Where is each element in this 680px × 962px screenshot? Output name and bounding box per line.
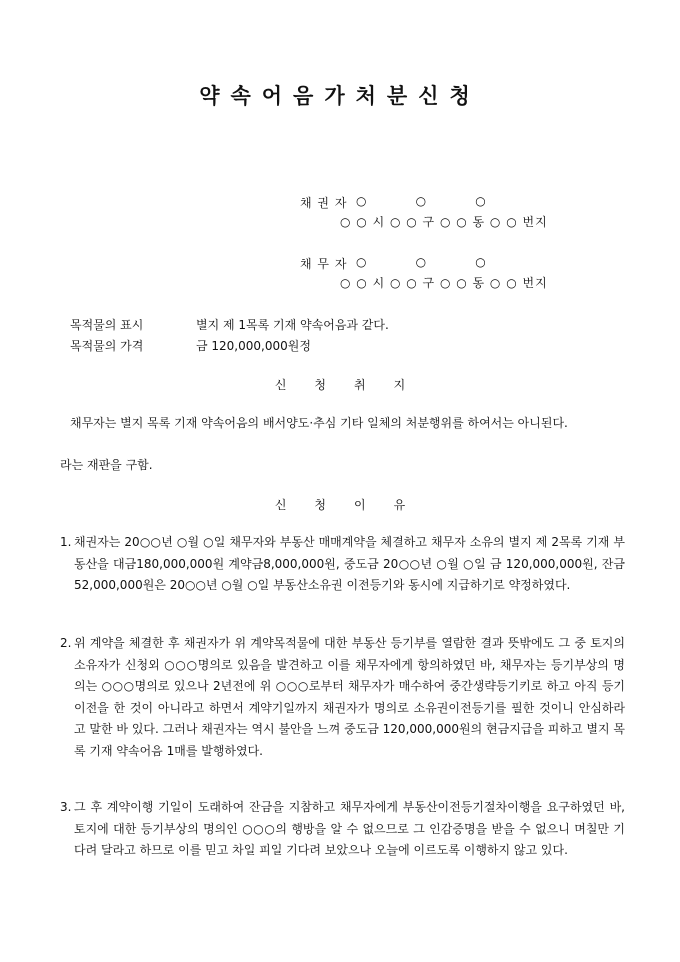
purpose-text: 채무자는 별지 목록 기재 약속어음의 배서양도·추심 기타 일체의 처분행위를 하여서는 아니된다. (70, 416, 568, 430)
creditor-label: 채 권 자 (300, 196, 348, 210)
reason-number: 2. (60, 636, 72, 650)
reason-item-3 (60, 797, 625, 862)
reason-number: 3. (60, 800, 72, 814)
reason-text: 채권자는 20○○년 ○월 ○일 채무자와 부동산 매매계약을 체결하고 채무자 소유의 별지 제 2목록 기재 부동산을 대금180,000,000원 계약금8,000,000원, 중도금 20○○년 ○월 ○일 금 120,000,000원, 잔금 52,000,000원은 20○○년 ○월 ○일 부동산소유권 이전등기와 동시에 지급하기로 약정하였다. (74, 535, 625, 592)
object-label-price: 목적물의 가격 (70, 339, 144, 353)
object-value-price: 금 120,000,000원정 (196, 339, 311, 353)
object-value-description: 별지 제 1목록 기재 약속어음과 같다. (196, 318, 389, 332)
purpose-heading: 신청취지 (274, 378, 434, 392)
debtor-address: ○ ○ 시 ○ ○ 구 ○ ○ 동 ○ ○ 번지 (340, 276, 548, 290)
debtor-name: ○ ○ ○ (356, 255, 487, 269)
debtor-label: 채 무 자 (300, 257, 348, 271)
reason-item-1 (60, 532, 625, 597)
purpose-closing: 라는 재판을 구함. (60, 458, 153, 472)
reasons-heading: 신청이유 (274, 498, 434, 512)
creditor-address: ○ ○ 시 ○ ○ 구 ○ ○ 동 ○ ○ 번지 (340, 215, 548, 229)
creditor-name: ○ ○ ○ (356, 194, 487, 208)
reason-number: 1. (60, 535, 72, 549)
reason-text: 그 후 계약이행 기일이 도래하여 잔금을 지참하고 채무자에게 부동산이전등기절차이행을 요구하였던 바, 토지에 대한 등기부상의 명의인 ○○○의 행방을 알 수 없으므로 그 인감증명을 받을 수 없으니 며칠만 기다려 달라고 하므로 이를 믿고 차일 피일 기다려 보았으나 오늘에 이르도록 이행하지 않고 있다. (74, 800, 625, 857)
object-label-description: 목적물의 표시 (70, 318, 144, 332)
reason-item-2 (60, 633, 625, 762)
document-title: 약속어음가처분신청 (199, 84, 481, 108)
reason-text: 위 계약을 체결한 후 채권자가 위 계약목적물에 대한 부동산 등기부를 열람한 결과 뜻밖에도 그 중 토지의 소유자가 신청외 ○○○명의로 있음을 발견하고 이를 채무자에게 항의하였던 바, 채무자는 등기부상의 명의는 ○○○명의로 있으나 2년전에 위 ○○○로부터 채무자가 매수하여 중간생략등기키로 하고 아직 등기이전을 한 것이 아니라고 하면서 계약기일까지 채권자가 명의로 소유권이전등기를 필한 것이니 안심하라고 말한 바 있다. 그러나 채권자는 역시 불안을 느껴 중도금 120,000,000원의 현금지급을 피하고 별지 목록 기재 약속어음 1매를 발행하였다. (74, 636, 625, 758)
